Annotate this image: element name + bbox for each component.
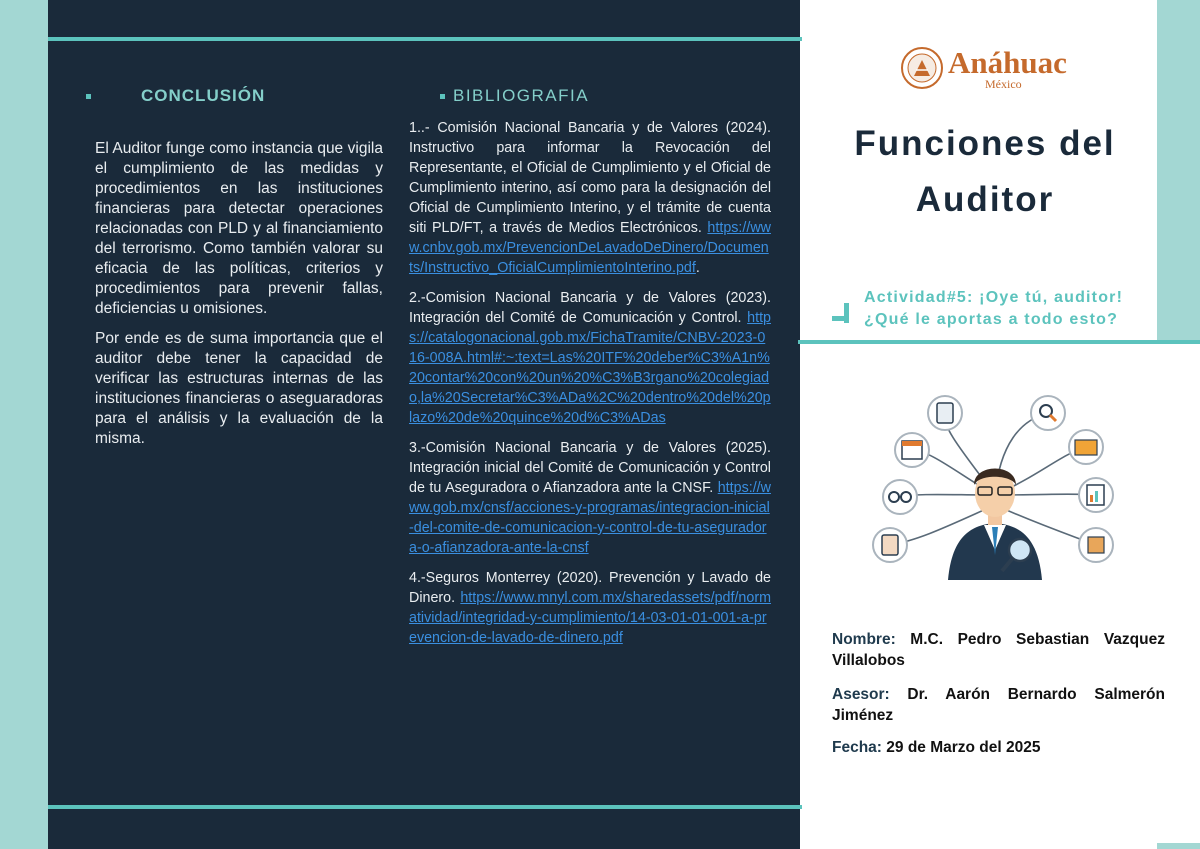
- reference-item: [409, 118, 771, 278]
- reference-text: 1..- Comisión Nacional Bancaria y de Valores (2024). Instructivo para informar la Revocación del Representante, el Oficial de Cumplimiento y el Oficial de Cumplimiento interino, así como para la designación del Oficial de Cumplimiento Interino, y el trámite de cuenta siti PLD/FT, a través de Medios Electrónicos.: [409, 120, 771, 236]
- reference-text: 4.-Seguros Monterrey (2020). Prevención y Lavado de Dinero.: [409, 570, 771, 606]
- date-value: 29 de Marzo del 2025: [881, 739, 1041, 756]
- bullet-icon: [440, 94, 445, 99]
- reference-link[interactable]: https://www.cnbv.gob.mx/PrevencionDeLavadoDeDinero/Documents/Instructivo_OficialCumplimientoInterino.pdf: [409, 220, 771, 276]
- bibliography-title: BIBLIOGRAFIA: [453, 86, 590, 105]
- right-decor-strip: [1157, 0, 1200, 340]
- reference-item: [409, 288, 771, 428]
- date-label: Fecha:: [832, 739, 882, 756]
- report-icon: [1079, 478, 1113, 512]
- advisor-info: [832, 684, 1165, 726]
- calculator-icon: [873, 528, 907, 562]
- calendar-icon: [895, 433, 929, 467]
- conclusion-paragraph: El Auditor funge como instancia que vigila el cumplimiento de las medidas y procedimientos en las instituciones financieras para detectar operaciones relacionadas con PLD y al financiamiento del terrorismo. Como también valorar su eficacia de las políticas, criterios y procedimientos para prevenir fallas, deficiencias u omisiones.: [95, 140, 383, 317]
- glasses-icon: [883, 480, 917, 514]
- logo-subtitle: México: [985, 77, 1022, 91]
- activity-marker-icon: [832, 303, 852, 323]
- date-info: [832, 737, 1165, 758]
- right-decor-strip-bottom: [1157, 843, 1200, 849]
- reference-link[interactable]: https://www.mnyl.com.mx/sharedassets/pdf/normatividad/integridad-y-cumplimiento/14-03-01-01-001-a-prevencion-de-lavado-de-dinero.pdf: [409, 590, 771, 646]
- clipboard-icon: [928, 396, 962, 430]
- reference-item: [409, 568, 771, 648]
- reference-text: 3.-Comisión Nacional Bancaria y de Valores (2025). Integración inicial del Comité de Comunicación y Control de tu Aseguradora o Afianzadora ante la CNSF.: [409, 440, 771, 496]
- right-divider: [798, 340, 1200, 344]
- building-icon: [1079, 528, 1113, 562]
- name-value: M.C. Pedro Sebastian Vazquez Villalobos: [832, 631, 1165, 669]
- conclusion-paragraph: Por ende es de suma importancia que el auditor debe tener la capacidad de verificar las estructuras internas de las instituciones financieras o aseguaradoras para el análisis y la evaluación de la misma.: [95, 330, 383, 447]
- reference-item: [409, 438, 771, 558]
- bottom-divider: [48, 805, 802, 809]
- folder-icon: [1069, 430, 1103, 464]
- left-decor-strip: [0, 0, 48, 849]
- bullet-icon: [86, 94, 91, 99]
- bibliography-list: [409, 118, 771, 658]
- name-label: Nombre:: [832, 631, 896, 648]
- advisor-value: Dr. Aarón Bernardo Salmerón Jiménez: [832, 686, 1165, 724]
- author-info: [832, 629, 1165, 671]
- advisor-label: Asesor:: [832, 686, 890, 703]
- logo-name: Anáhuac: [948, 45, 1067, 80]
- reference-suffix: .: [695, 260, 700, 276]
- reference-text: 2.-Comision Nacional Bancaria y de Valores (2023). Integración del Comité de Comunicación y Control.: [409, 290, 771, 326]
- reference-link[interactable]: https://www.gob.mx/cnsf/acciones-y-programas/integracion-inicial-del-comite-de-comunicacion-y-control-de-tu-aseguradora-o-afianzadora-ante-la-cnsf: [409, 480, 771, 556]
- auditor-illustration: [860, 385, 1130, 580]
- document-title: Funciones del Auditor: [854, 124, 1116, 219]
- top-divider: [48, 37, 802, 41]
- university-seal-icon: [900, 46, 944, 90]
- reference-link[interactable]: https://catalogonacional.gob.mx/FichaTramite/CNBV-2023-016-008A.html#:~:text=Las%20ITF%20deber%C3%A1n%20contar%20con%20un%20%C3%B3rgano%20colegiado,la%20Secretar%C3%ADa%2C%20dentro%20del%20plazo%20de%20quince%20d%C3%ADas: [409, 310, 771, 426]
- conclusion-title: CONCLUSIÓN: [141, 86, 266, 105]
- conclusion-body: [95, 139, 383, 459]
- activity-title: Actividad#5: ¡Oye tú, auditor! ¿Qué le aportas a todo esto?: [864, 289, 1124, 328]
- businessman-figure: [948, 469, 1042, 581]
- anahuac-logo: [900, 42, 1070, 94]
- magnifier-icon: [1031, 396, 1065, 430]
